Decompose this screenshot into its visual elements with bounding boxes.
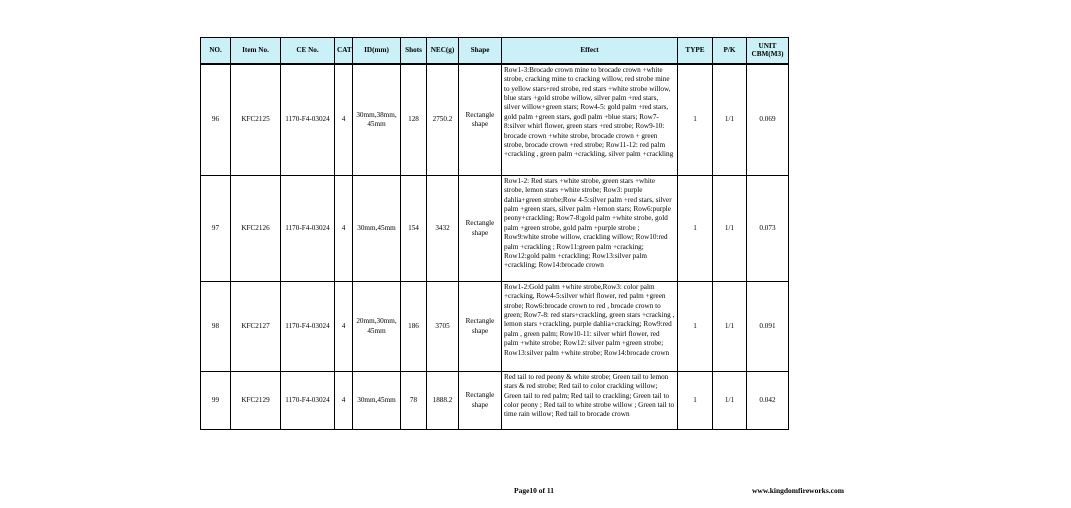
header-unit-label: UNIT xyxy=(758,41,777,50)
cell-cat: 4 xyxy=(335,372,353,430)
cell-shots: 78 xyxy=(401,372,427,430)
page-number: Page10 of 11 xyxy=(514,486,554,495)
cell-nec: 2750.2 xyxy=(427,64,459,176)
cell-effect: Row1-2:Gold palm +white strobe,Row3: color palm +cracking, Row4-5:silver whirl flower, red palm +green strobe; Row6:brocade crown to red , brocade crown to green; Row7-8: red stars+crackling, green stars +cracking , lemon stars +crackling, purple dahlia+cracking; Row9:red palm , green palm; Row10-11: silver whirl flower, red palm +white strobe; Row12: silver palm +green strobe; Row13:silver palm +white strobe; Row14:brocade crown xyxy=(502,282,678,372)
cell-shape: Rectangle shape xyxy=(459,64,502,176)
cell-pk: 1/1 xyxy=(713,372,747,430)
header-ce-no: CE No. xyxy=(281,38,335,65)
table-header-row xyxy=(201,38,789,65)
cell-nec: 1888.2 xyxy=(427,372,459,430)
cell-id-mm: 30mm,45mm xyxy=(353,372,401,430)
website-url: www.kingdomfireworks.com xyxy=(752,486,844,495)
cell-pk: 1/1 xyxy=(713,176,747,282)
cell-ce-no: 1170-F4-03024 xyxy=(281,282,335,372)
header-no: NO. xyxy=(201,38,231,65)
cell-id-mm: 20mm,30mm, 45mm xyxy=(353,282,401,372)
cell-ce-no: 1170-F4-03024 xyxy=(281,176,335,282)
cell-ce-no: 1170-F4-03024 xyxy=(281,64,335,176)
cell-type: 1 xyxy=(678,176,713,282)
cell-id-mm: 30mm,45mm xyxy=(353,176,401,282)
cell-nec: 3432 xyxy=(427,176,459,282)
cell-cbm: 0.042 xyxy=(747,372,789,430)
table-row xyxy=(201,372,789,430)
cell-type: 1 xyxy=(678,64,713,176)
header-shots: Shots xyxy=(401,38,427,65)
header-cbm-label: CBM(M3) xyxy=(751,49,784,58)
cell-effect: Row1-3:Brocade crown mine to brocade crown +white strobe, cracking mine to cracking willow, red strobe mine to yellow stars+red strobe, red stars +white strobe willow, blue stars +gold strobe willow, silver palm +red stars, silver willow+green stars; Row4-5: gold palm +red stars, gold palm +green stars, godl palm +blue stars; Row7-8:silver whirl flower, green stars +red strobe; Row9-10: brocade crown +white strobe, brocade crown + green strobe, brocade crown +red strobe; Row11-12: red palm +crackling , green palm +crackling, silver palm +crackling xyxy=(502,64,678,176)
product-table xyxy=(200,37,789,430)
header-item-no: Item No. xyxy=(231,38,281,65)
table-row xyxy=(201,176,789,282)
cell-item-no: KFC2127 xyxy=(231,282,281,372)
cell-effect: Red tail to red peony & white strobe; Green tail to lemon stars & red strobe; Red tail to color crackling willow; Green tail to red palm; Red tail to crackling; Green tail to color peony ; Red tail to white strobe willow ; Green tail to time rain willow; Red tail to brocade crown xyxy=(502,372,678,430)
cell-item-no: KFC2126 xyxy=(231,176,281,282)
header-unit-cbm xyxy=(747,38,789,65)
cell-cbm: 0.069 xyxy=(747,64,789,176)
cell-ce-no: 1170-F4-03024 xyxy=(281,372,335,430)
cell-type: 1 xyxy=(678,372,713,430)
cell-id-mm: 30mm,38mm, 45mm xyxy=(353,64,401,176)
cell-cbm: 0.091 xyxy=(747,282,789,372)
cell-cbm: 0.073 xyxy=(747,176,789,282)
header-nec: NEC(g) xyxy=(427,38,459,65)
cell-shots: 128 xyxy=(401,64,427,176)
cell-shape: Rectangle shape xyxy=(459,282,502,372)
cell-pk: 1/1 xyxy=(713,282,747,372)
cell-type: 1 xyxy=(678,282,713,372)
cell-cat: 4 xyxy=(335,64,353,176)
cell-item-no: KFC2129 xyxy=(231,372,281,430)
cell-no: 99 xyxy=(201,372,231,430)
table-row xyxy=(201,64,789,176)
cell-item-no: KFC2125 xyxy=(231,64,281,176)
cell-effect: Row1-2: Red stars +white strobe, green stars +white strobe, lemon stars +white strobe; Row3: purple dahlia+green strobe;Row 4-5:silver palm +red stars, silver palm +green stars, silver palm +lemon stars; Row6:purple peony+crackling; Row7-8:gold palm +white strobe, gold palm +green strobe, gold palm +purple strobe ; Row9:white strobe willow, crackling willow; Row10:red palm +crackling ; Row11:green palm +cracking; Row12:gold palm +crackling; Row13:silver palm +crackling; Row14:brocade crown xyxy=(502,176,678,282)
header-shape: Shape xyxy=(459,38,502,65)
cell-no: 97 xyxy=(201,176,231,282)
cell-shots: 154 xyxy=(401,176,427,282)
header-id-mm: ID(mm) xyxy=(353,38,401,65)
header-type: TYPE xyxy=(678,38,713,65)
cell-nec: 3705 xyxy=(427,282,459,372)
cell-shape: Rectangle shape xyxy=(459,372,502,430)
cell-cat: 4 xyxy=(335,282,353,372)
header-effect: Effect xyxy=(502,38,678,65)
header-pk: P/K xyxy=(713,38,747,65)
header-cat: CAT xyxy=(335,38,353,65)
cell-no: 96 xyxy=(201,64,231,176)
cell-shots: 186 xyxy=(401,282,427,372)
cell-pk: 1/1 xyxy=(713,64,747,176)
cell-shape: Rectangle shape xyxy=(459,176,502,282)
cell-cat: 4 xyxy=(335,176,353,282)
cell-no: 98 xyxy=(201,282,231,372)
table-row xyxy=(201,282,789,372)
